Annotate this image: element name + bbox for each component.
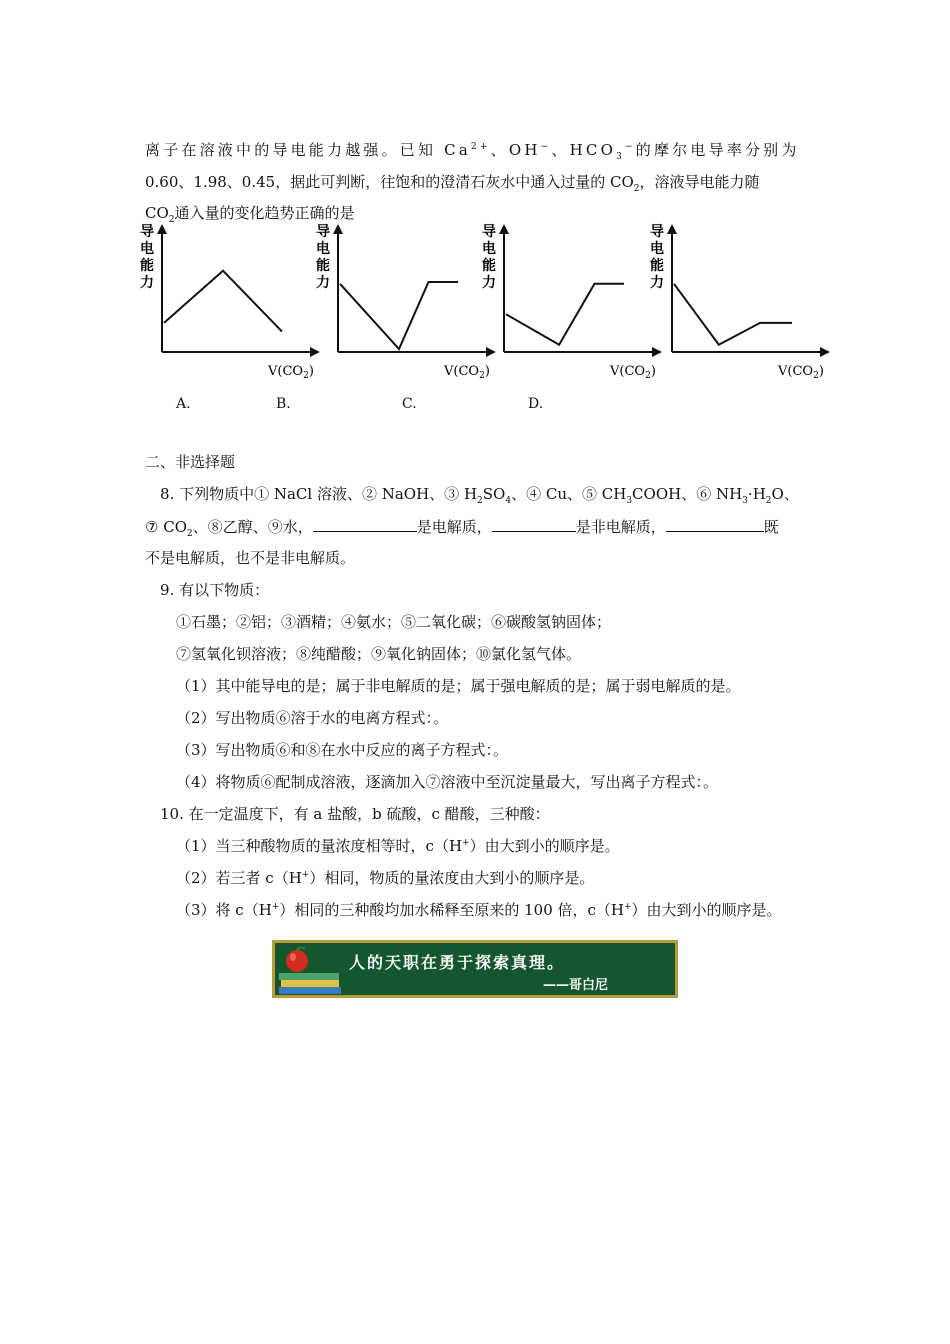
q9-list-2: ⑦氢氧化钡溶液；⑧纯醋酸；⑨氧化钠固体；⑩氯化氢气体。	[176, 645, 582, 663]
series-line	[674, 284, 792, 345]
q9-part-4: （4）将物质⑥配制成溶液，逐滴加入⑦溶液中至沉淀量最大，写出离子方程式：。	[176, 773, 719, 791]
q9-part-1: （1）其中能导电的是；属于非电解质的是；属于强电解质的是；属于弱电解质的是。	[176, 677, 741, 695]
y-axis-arrow	[333, 224, 343, 234]
ylabel-char: 能	[140, 258, 154, 274]
x-axis-label: $V(CO_2)$	[444, 364, 490, 381]
graph-b	[316, 222, 496, 382]
series-line	[164, 271, 282, 332]
ylabel-char: 导	[650, 224, 664, 240]
q8-line-1: 8. 下列物质中① NaCl 溶液、② NaOH、③ $H_2SO_4$、④ Cu、⑤ $CH_3COOH$、⑥ $NH_3\cdot H_2O$、	[160, 485, 799, 506]
intro-line-3: $CO_2$通入量的变化趋势正确的是	[145, 204, 355, 225]
apple-books-icon	[279, 947, 343, 995]
ylabel-char: 导	[316, 224, 330, 240]
answer-blank[interactable]	[313, 516, 417, 532]
ylabel-char: 电	[482, 241, 496, 257]
intro-line-1: 离子在溶液中的导电能力越强。已知 $Ca^{2+}$、OH−、$HCO_3^-$的摩尔电导率分别为	[145, 141, 800, 162]
ylabel-char: 力	[482, 275, 496, 291]
q9-title: 9. 有以下物质：	[160, 581, 270, 599]
option-c: C.	[402, 396, 417, 412]
graph-c	[482, 222, 662, 382]
motto-quote: 人的天职在勇于探索真理。	[349, 953, 566, 972]
option-b: B.	[276, 396, 291, 412]
option-d: D.	[528, 396, 544, 412]
y-axis-label	[650, 223, 664, 291]
option-a: A.	[176, 396, 191, 412]
x-axis-arrow	[820, 347, 830, 357]
motto-author: ——哥白尼	[543, 978, 609, 993]
motto-banner	[272, 940, 678, 998]
x-axis-label: $V(CO_2)$	[268, 364, 314, 381]
ylabel-char: 电	[650, 241, 664, 257]
q10-part-2: （2）若三者 c（H+）相同，物质的量浓度由大到小的顺序是。	[176, 869, 595, 887]
ylabel-char: 能	[650, 258, 664, 274]
series-line	[340, 282, 458, 349]
y-axis-label	[482, 223, 496, 291]
series-line	[506, 284, 624, 345]
graph-d	[650, 222, 830, 382]
y-axis-arrow	[499, 224, 509, 234]
answer-blank[interactable]	[666, 516, 764, 532]
answer-blank[interactable]	[492, 516, 576, 532]
q10-part-3: （3）将 c（H+）相同的三种酸均加水稀释至原来的 100 倍，c（H+）由大到小的顺序是。	[176, 901, 782, 919]
ylabel-char: 力	[140, 275, 154, 291]
graph-a	[140, 222, 320, 382]
q10-title: 10. 在一定温度下，有 a 盐酸，b 硫酸，c 醋酸，三种酸：	[160, 805, 550, 823]
ylabel-char: 导	[140, 224, 154, 240]
ylabel-char: 力	[316, 275, 330, 291]
ylabel-char: 力	[650, 275, 664, 291]
q9-part-2: （2）写出物质⑥溶于水的电离方程式：。	[176, 709, 449, 727]
y-axis-label	[140, 223, 154, 291]
q8-line-2: ⑦ $CO_2$、⑧乙醇、⑨水， 是电解质， 是非电解质， 既	[145, 518, 779, 539]
q9-part-3: （3）写出物质⑥和⑧在水中反应的离子方程式：。	[176, 741, 509, 759]
intro-line-2: 0.60、1.98、0.45，据此可判断，往饱和的澄清石灰水中通入过量的 $CO_2$，溶液导电能力随	[145, 173, 760, 194]
ylabel-char: 电	[316, 241, 330, 257]
ylabel-char: 能	[316, 258, 330, 274]
y-axis-arrow	[157, 224, 167, 234]
y-axis-arrow	[667, 224, 677, 234]
q9-list-1: ①石墨；②铝；③酒精；④氨水；⑤二氧化碳；⑥碳酸氢钠固体；	[176, 613, 612, 631]
q10-part-1: （1）当三种酸物质的量浓度相等时，c（H+）由大到小的顺序是。	[176, 837, 620, 855]
x-axis-label: $V(CO_2)$	[778, 364, 824, 381]
y-axis-label	[316, 223, 330, 291]
ylabel-char: 电	[140, 241, 154, 257]
ylabel-char: 导	[482, 224, 496, 240]
x-axis-label: $V(CO_2)$	[610, 364, 656, 381]
q8-line-3: 不是电解质，也不是非电解质。	[145, 549, 356, 567]
section-title: 二、非选择题	[145, 453, 236, 471]
ylabel-char: 能	[482, 258, 496, 274]
